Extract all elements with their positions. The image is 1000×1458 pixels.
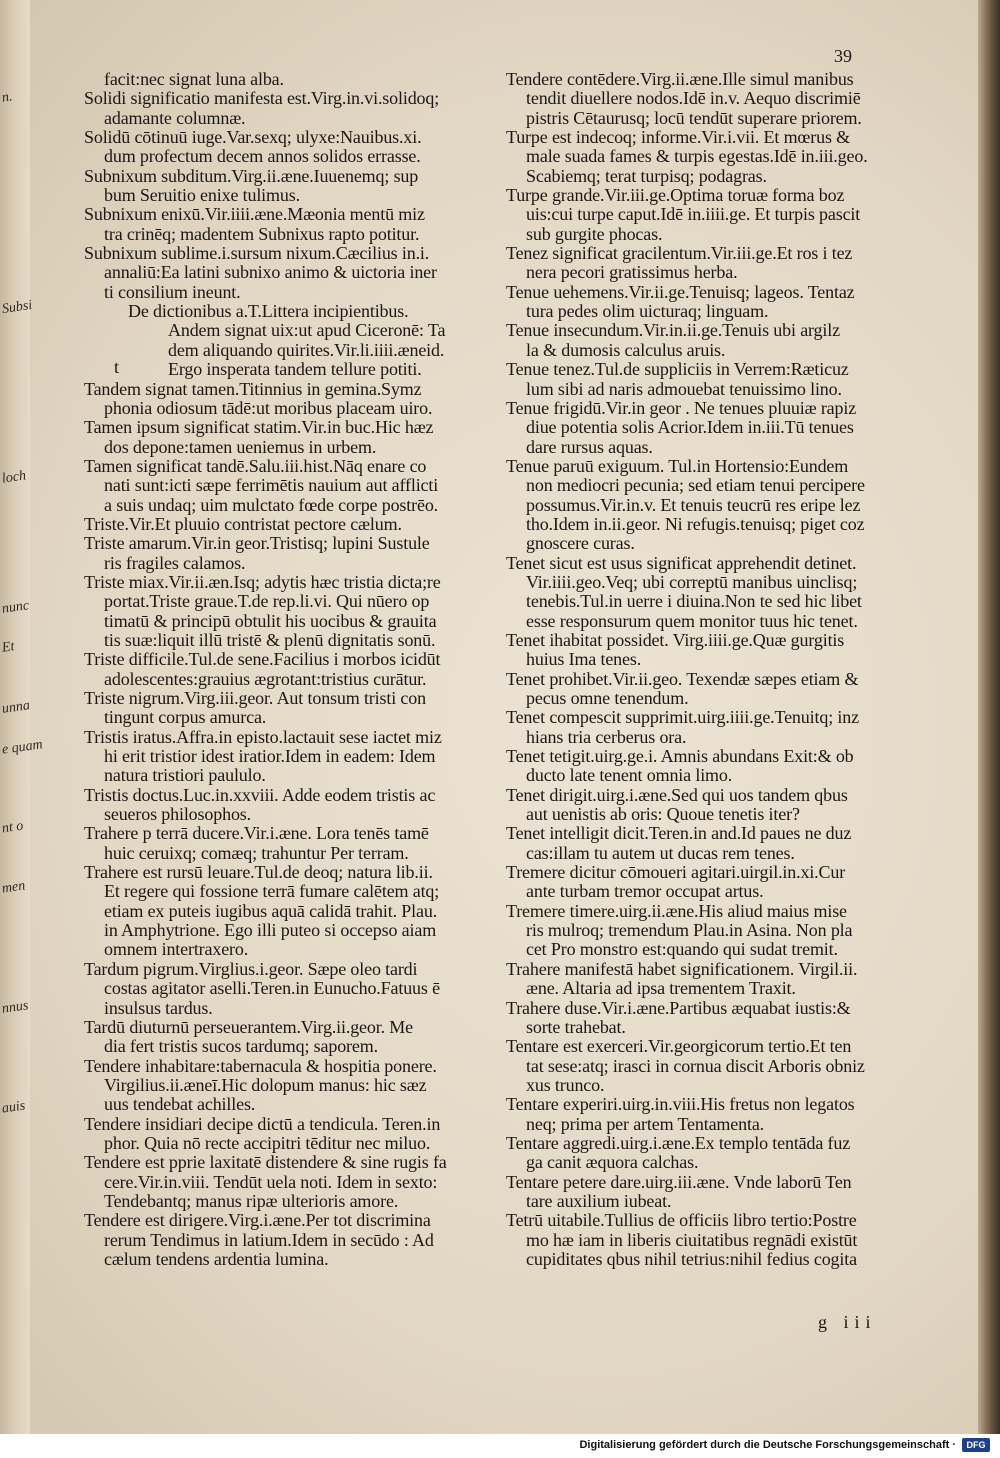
text-line: Tremere dicitur cōmoueri agitari.uirgil.in.xi.Cur xyxy=(506,862,846,883)
text-line: phor. Quia nō recte accipitri tēditur nec miluo. xyxy=(104,1132,431,1153)
signature-mark: g iii xyxy=(818,1312,877,1332)
text-line: Tendere est pprie laxitatē distendere & sine rugis fa xyxy=(84,1152,447,1173)
text-line: Trahere p terrā ducere.Vir.i.æne. Lora tenēs tamē xyxy=(84,823,429,844)
text-line: Tenet prohibet.Vir.ii.geo. Texendæ sæpes etiam & xyxy=(506,668,859,689)
text-line: Tristis doctus.Luc.in.xxviii. Adde eodem tristis ac xyxy=(84,784,436,805)
text-line: Tamen significat tandē.Salu.iii.hist.Nāq enare co xyxy=(84,455,427,476)
text-line: Tenet dirigit.uirg.i.æne.Sed qui uos tandem qbus xyxy=(506,784,848,805)
text-line: tendit diuellere nodos.Idē in.v. Aequo discrimiē xyxy=(526,88,861,109)
text-line: Solidū cōtinuū iuge.Var.sexq; ulyxe:Nauibus.xi. xyxy=(84,127,422,148)
text-line: natura tristiori paululo. xyxy=(104,765,266,786)
text-line: huic ceruixq; comæq; trahuntur Per terram. xyxy=(104,842,409,863)
text-line: ris fragiles calamos. xyxy=(104,552,246,573)
text-line: etiam ex puteis iugibus aquā calidā trahit. Plau. xyxy=(104,900,438,921)
text-line: a suis undaq; uim mulctato fœde corpe postrēo. xyxy=(104,494,439,515)
left-text-column xyxy=(84,70,496,1269)
text-line: tis suæ:liquit illū tristē & plenū dignitatis sonū. xyxy=(104,629,436,650)
text-line: dum profectum decem annos solidos errasse. xyxy=(104,146,421,167)
text-line: Virgilius.ii.æneī.Hic dolopum manus: hic sæz xyxy=(104,1074,427,1095)
text-line: dare rursus aquas. xyxy=(526,436,653,457)
text-line: uis:cui turpe caput.Idē in.iiii.ge. Et turpis pascit xyxy=(526,204,861,225)
text-line: Tenet intelligit dicit.Teren.in and.Id paues ne duz xyxy=(506,823,852,844)
text-line: Tenet tetigit.uirg.ge.i. Amnis abundans Exit:& ob xyxy=(506,746,854,767)
text-line: tingunt corpus amurca. xyxy=(104,707,267,728)
margin-fragment: auis xyxy=(1,1098,27,1117)
text-line: Tamen ipsum significat statim.Vir.in buc.Hic hæz xyxy=(84,417,434,438)
text-line: Triste difficile.Tul.de sene.Facilius i morbos icidūt xyxy=(84,649,441,670)
text-line: Tenet compescit supprimit.uirg.iiii.ge.Tenuitq; inz xyxy=(506,707,859,728)
margin-fragment: e quam xyxy=(1,737,44,758)
text-line: Tenez significat gracilentum.Vir.iii.ge.Et ros i tez xyxy=(506,243,853,264)
text-line: annaliū:Ea latini subnixo animo & uictoria iner xyxy=(104,262,437,283)
text-line: De dictionibus a.T.Littera incipientibus. xyxy=(128,301,409,322)
text-line: Triste nigrum.Virg.iii.geor. Aut tonsum tristi con xyxy=(84,688,426,708)
text-line: Triste miax.Vir.ii.æn.Isq; adytis hæc tristia dicta;re xyxy=(84,571,441,592)
text-line: æne. Altaria ad ipsa trementem Traxit. xyxy=(526,978,796,999)
text-line: dem aliquando quirites.Vir.li.iiii.æneid. xyxy=(168,339,445,360)
text-line: huius Ima tenes. xyxy=(526,649,642,670)
text-line: cupiditates qbus nihil tetrius:nihil fedius cogita xyxy=(526,1248,857,1269)
text-line: Tremere timere.uirg.ii.æne.His aliud maius mise xyxy=(506,900,847,921)
text-line: nera pecori gratissimus herba. xyxy=(526,262,738,283)
text-line: Tendere insidiari decipe dictū a tendicula. Teren.in xyxy=(84,1113,441,1134)
margin-fragment: n. xyxy=(0,89,14,106)
text-line: tenebis.Tul.in uerre i diuina.Non te sed hic libet xyxy=(526,591,862,612)
text-line: Tendere contēdere.Virg.ii.æne.Ille simul manibus xyxy=(506,69,854,89)
text-line: Tardū diuturnū perseuerantem.Virg.ii.geor. Me xyxy=(84,1016,413,1037)
text-line: Tentare est exerceri.Vir.georgicorum tertio.Et ten xyxy=(506,1036,852,1057)
text-line: la & dumosis calculus aruis. xyxy=(526,339,726,360)
text-line: Subnixum sublime.i.sursum nixum.Cæcilius in.i. xyxy=(84,243,430,264)
text-line: costas agitator aselli.Teren.in Eunucho.Fatuus ē xyxy=(104,978,440,999)
text-line: Tristis iratus.Affra.in episto.lactauit sese iactet miz xyxy=(84,726,442,747)
text-line: Turpe est indecoq; informe.Vir.i.vii. Et mœrus & xyxy=(506,127,851,148)
text-line: Tenet ihabitat possidet. Virg.iiii.ge.Quæ gurgitis xyxy=(506,629,845,650)
text-line: Tenue frigidū.Vir.in geor . Ne tenues pluuiæ rapiz xyxy=(506,397,857,418)
text-line: gnoscere curas. xyxy=(526,533,635,554)
text-line: phonia odiosum tādē:ut moribus placeam uiro. xyxy=(104,397,433,418)
text-line: Triste.Vir.Et pluuio contristat pectore cælum. xyxy=(84,513,402,534)
text-line: esse responsurum quem monitor tuus hic tenet. xyxy=(526,610,858,631)
footer-credit-text: Digitalisierung gefördert durch die Deutsche Forschungsgemeinschaft · xyxy=(579,1439,956,1451)
text-line: Tendere inhabitare:tabernacula & hospitia ponere. xyxy=(84,1055,437,1076)
text-line: diue potentia solis Acrior.Idem in.iii.Tū tenues xyxy=(526,417,854,438)
text-line: Andem signat uix:ut apud Ciceronē: Ta xyxy=(168,320,446,341)
text-line: Tardum pigrum.Virglius.i.geor. Sæpe oleo tardi xyxy=(84,958,418,979)
text-line: cas:illam tu autem ut ducas rem tenes. xyxy=(526,842,795,863)
text-line: Trahere duse.Vir.i.æne.Partibus æquabat iustis:& xyxy=(506,997,851,1018)
text-line: pistris Cētaurusq; locū tendūt superare priorem. xyxy=(526,107,862,128)
book-gutter xyxy=(978,0,1000,1458)
text-line: seueros philosophos. xyxy=(104,804,251,825)
text-line: xus trunco. xyxy=(526,1074,605,1095)
text-line: sub gurgite phocas. xyxy=(526,223,663,244)
text-line: Scabiemq; terat turpisq; podagras. xyxy=(526,165,767,186)
text-line: aut uenistis ab oris: Quoue tenetis iter? xyxy=(526,804,800,825)
text-line: Tentare experiri.uirg.in.viii.His fretus non legatos xyxy=(506,1094,855,1115)
text-line: hi erit tristior idest iratior.Idem in eadem: Idem xyxy=(104,746,436,767)
text-line: neq; prima per artem Tentamenta. xyxy=(526,1113,765,1134)
text-line: lum sibi ad naris admouebat tenuissimo lino. xyxy=(526,378,842,399)
text-line: tho.Idem in.ii.geor. Ni refugis.tenuisq; piget coz xyxy=(526,513,865,534)
text-line: cælum tendens ardentia lumina. xyxy=(104,1248,329,1269)
text-line: Tenue paruū exiguum. Tul.in Hortensio:Eundem xyxy=(506,455,849,476)
text-line: Tenue tenez.Tul.de suppliciis in Verrem:Ræticuz xyxy=(506,359,849,380)
text-line: facit:nec signat luna alba. xyxy=(104,69,284,89)
text-line: Tentare petere dare.uirg.iii.æne. Vnde laborū Ten xyxy=(506,1171,852,1192)
text-line: mo hæ iam in liberis ciuitatibus regnādi existūt xyxy=(526,1229,858,1250)
text-line: timatū & principū obtulit his uocibus & grauita xyxy=(104,610,437,631)
text-line: Turpe grande.Vir.iii.ge.Optima toruæ forma boz xyxy=(506,185,845,206)
text-line: Tenue uehemens.Vir.ii.ge.Tenuisq; lageos. Tentaz xyxy=(506,281,855,302)
text-line: Subnixum enixū.Vir.iiii.æne.Mæonia mentū miz xyxy=(84,204,425,225)
text-line: rerum Tendimus in latium.Idem in secūdo : Ad xyxy=(104,1229,434,1250)
text-line: ga canit æquora calchas. xyxy=(526,1152,699,1173)
text-line: sorte trahebat. xyxy=(526,1016,626,1037)
text-line: omnem intertraxero. xyxy=(104,939,249,960)
margin-fragment: nunc xyxy=(1,598,31,617)
text-line: Vir.iiii.geo.Veq; ubi correptū manibus uinclisq; xyxy=(526,571,858,592)
text-line: pecus omne tenendum. xyxy=(526,688,689,708)
text-line: in Amphytrione. Ego illi puteo si occepso aiam xyxy=(104,920,437,941)
margin-fragment: men xyxy=(1,878,27,897)
margin-fragment: nt o xyxy=(0,818,25,837)
dfg-logo: DFG xyxy=(962,1438,990,1452)
digitization-footer xyxy=(0,1434,1000,1458)
text-line: Subnixum subditum.Virg.ii.æne.Iuuenemq; sup xyxy=(84,165,419,186)
text-line: Triste amarum.Vir.in geor.Tristisq; lupini Sustule xyxy=(84,533,430,554)
margin-fragment: Subsi xyxy=(1,297,34,318)
text-line: Trahere est rursū leuare.Tul.de deoq; natura lib.ii. xyxy=(84,862,433,883)
text-line: possumus.Vir.in.v. Et tenuis teucrū res eripe lez xyxy=(526,494,861,515)
text-line: adolescentes:grauius ægrotant:tristius curātur. xyxy=(104,668,427,689)
text-line: Trahere manifestā habet significationem. Virgil.ii. xyxy=(506,958,858,979)
text-line: Tenet sicut est usus significat apprehendit detinet. xyxy=(506,552,857,573)
text-line: portat.Triste graue.T.de rep.li.vi. Qui nūero op xyxy=(104,591,430,612)
text-line: ti consilium ineunt. xyxy=(104,281,241,302)
text-line: hians tria cerberus ora. xyxy=(526,726,687,747)
text-line: bum Seruitio enixe tulimus. xyxy=(104,185,300,206)
page-number: 39 xyxy=(834,46,852,66)
text-line: Ergo insperata tandem tellure potiti. xyxy=(168,359,422,380)
text-line: Tetrū uitabile.Tullius de officiis libro tertio:Postre xyxy=(506,1210,857,1231)
text-line: ducto late tenent omnia limo. xyxy=(526,765,733,786)
text-line: adamante columnæ. xyxy=(104,107,246,128)
text-line: ris mulroq; tremendum Plau.in Asina. Non pla xyxy=(526,920,853,941)
section-marker: t xyxy=(114,357,120,377)
text-line: tura pedes olim uicturaq; linguam. xyxy=(526,301,769,322)
margin-fragment: nnus xyxy=(1,998,30,1017)
text-line: uus tendebat achilles. xyxy=(104,1094,256,1115)
text-line: Tandem signat tamen.Titinnius in gemina.Symz xyxy=(84,378,422,399)
text-line: tra crinēq; madentem Subnixus rapto potitur. xyxy=(104,223,420,244)
text-line: Tentare aggredi.uirg.i.æne.Ex templo tentāda fuz xyxy=(506,1132,851,1153)
text-line: cere.Vir.in.viii. Tendūt uela noti. Idem in sexto: xyxy=(104,1171,438,1192)
margin-fragment: unna xyxy=(1,698,31,717)
text-line: non mediocri pecunia; sed etiam tenui percipere xyxy=(526,475,865,496)
text-line: Solidi significatio manifesta est.Virg.in.vi.solidoq; xyxy=(84,88,440,109)
text-line: tare auxilium iubeat. xyxy=(526,1190,672,1211)
margin-fragment: Et xyxy=(0,639,16,656)
text-line: male suada fames & turpis egestas.Idē in.iii.geo. xyxy=(526,146,868,167)
text-line: ante turbam tremor occupat artus. xyxy=(526,881,764,902)
margin-fragment: loch xyxy=(1,468,27,487)
right-text-column xyxy=(506,70,918,1269)
text-line: dia fert tristis sucos tardumq; saporem. xyxy=(104,1036,378,1057)
text-line: Tenue insecundum.Vir.in.ii.ge.Tenuis ubi argilz xyxy=(506,320,840,341)
text-line: tat sese:atq; irasci in cornua discit Arboris obniz xyxy=(526,1055,865,1076)
left-page-edge xyxy=(0,0,44,1458)
text-line: nati sunt:icti sæpe ferrimētis nauium aut afflicti xyxy=(104,475,439,496)
text-line: dos depone:tamen ueniemus in urbem. xyxy=(104,436,377,457)
text-line: Et regere qui fossione terrā fumare calētem atq; xyxy=(104,881,440,902)
text-line: Tendere est dirigere.Virg.i.æne.Per tot discrimina xyxy=(84,1210,431,1231)
text-line: insulsus tardus. xyxy=(104,997,213,1018)
text-line: cet Pro monstro est:quando qui sudat tremit. xyxy=(526,939,838,960)
text-line: Tendebantq; manus ripæ ulterioris amore. xyxy=(104,1190,399,1211)
